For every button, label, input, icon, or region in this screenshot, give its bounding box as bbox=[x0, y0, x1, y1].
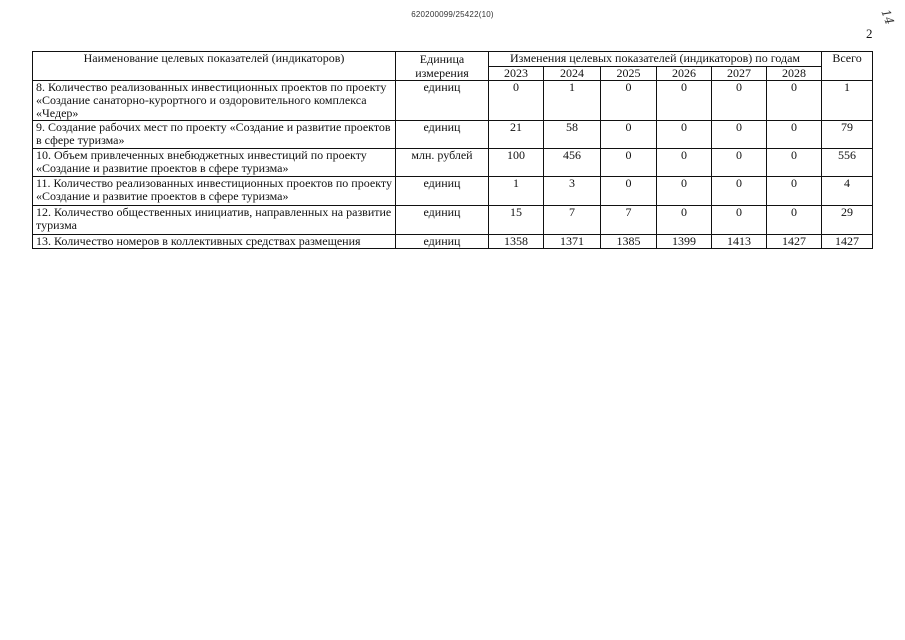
indicator-name: 13. Количество номеров в коллективных средствах размещения bbox=[33, 235, 396, 249]
year-value: 0 bbox=[601, 121, 657, 149]
year-value: 1 bbox=[544, 81, 601, 121]
year-value: 1371 bbox=[544, 235, 601, 249]
table-row bbox=[33, 235, 873, 249]
indicator-name: 10. Объем привлеченных внебюджетных инвестиций по проекту «Создание и развитие проектов в сфере туризма» bbox=[33, 149, 396, 177]
year-value: 0 bbox=[712, 177, 767, 206]
year-value: 0 bbox=[657, 177, 712, 206]
total-value: 79 bbox=[822, 121, 873, 149]
table-row bbox=[33, 81, 873, 121]
year-value: 58 bbox=[544, 121, 601, 149]
year-value: 0 bbox=[657, 81, 712, 121]
header-year: 2025 bbox=[601, 67, 657, 81]
indicator-name: 8. Количество реализованных инвестиционных проектов по проекту «Создание санаторно-курортного и оздоровительного комплекса «Чедер» bbox=[33, 81, 396, 121]
year-value: 1399 bbox=[657, 235, 712, 249]
indicator-name: 9. Создание рабочих мест по проекту «Создание и развитие проектов в сфере туризма» bbox=[33, 121, 396, 149]
year-value: 0 bbox=[489, 81, 544, 121]
year-value: 0 bbox=[712, 121, 767, 149]
table-row bbox=[33, 149, 873, 177]
header-year: 2023 bbox=[489, 67, 544, 81]
year-value: 0 bbox=[657, 206, 712, 235]
year-value: 1 bbox=[489, 177, 544, 206]
handwritten-page-mark: 14 bbox=[878, 7, 897, 27]
header-year: 2024 bbox=[544, 67, 601, 81]
indicators-table bbox=[32, 51, 873, 249]
table-row bbox=[33, 206, 873, 235]
indicator-name: 11. Количество реализованных инвестиционных проектов по проекту «Создание и развитие проектов в сфере туризма» bbox=[33, 177, 396, 206]
year-value: 0 bbox=[712, 206, 767, 235]
year-value: 1413 bbox=[712, 235, 767, 249]
header-changes-by-year: Изменения целевых показателей (индикаторов) по годам bbox=[489, 52, 822, 67]
header-total: Всего bbox=[822, 52, 873, 81]
indicator-name: 12. Количество общественных инициатив, направленных на развитие туризма bbox=[33, 206, 396, 235]
year-value: 456 bbox=[544, 149, 601, 177]
table-row bbox=[33, 177, 873, 206]
year-value: 0 bbox=[767, 177, 822, 206]
year-value: 0 bbox=[767, 121, 822, 149]
indicator-unit: единиц bbox=[396, 235, 489, 249]
header-row bbox=[33, 52, 873, 67]
total-value: 556 bbox=[822, 149, 873, 177]
document-code: 620200099/25422(10) bbox=[411, 10, 494, 19]
indicator-unit: единиц bbox=[396, 206, 489, 235]
total-value: 1 bbox=[822, 81, 873, 121]
header-year: 2026 bbox=[657, 67, 712, 81]
header-year: 2027 bbox=[712, 67, 767, 81]
page-number: 2 bbox=[866, 26, 873, 41]
total-value: 1427 bbox=[822, 235, 873, 249]
indicator-unit: единиц bbox=[396, 121, 489, 149]
year-value: 1427 bbox=[767, 235, 822, 249]
table-row bbox=[33, 121, 873, 149]
year-value: 0 bbox=[657, 121, 712, 149]
year-value: 100 bbox=[489, 149, 544, 177]
year-value: 7 bbox=[544, 206, 601, 235]
year-value: 15 bbox=[489, 206, 544, 235]
total-value: 29 bbox=[822, 206, 873, 235]
year-value: 0 bbox=[601, 149, 657, 177]
year-value: 0 bbox=[767, 206, 822, 235]
year-value: 0 bbox=[712, 81, 767, 121]
year-value: 1385 bbox=[601, 235, 657, 249]
total-value: 4 bbox=[822, 177, 873, 206]
header-unit: Единица измерения bbox=[396, 52, 489, 81]
header-year: 2028 bbox=[767, 67, 822, 81]
year-value: 0 bbox=[601, 81, 657, 121]
indicator-unit: млн. рублей bbox=[396, 149, 489, 177]
header-name: Наименование целевых показателей (индикаторов) bbox=[33, 52, 396, 81]
year-value: 0 bbox=[767, 149, 822, 177]
year-value: 3 bbox=[544, 177, 601, 206]
year-value: 0 bbox=[767, 81, 822, 121]
indicator-unit: единиц bbox=[396, 177, 489, 206]
year-value: 7 bbox=[601, 206, 657, 235]
year-value: 21 bbox=[489, 121, 544, 149]
indicator-unit: единиц bbox=[396, 81, 489, 121]
year-value: 0 bbox=[601, 177, 657, 206]
year-value: 1358 bbox=[489, 235, 544, 249]
year-value: 0 bbox=[657, 149, 712, 177]
year-value: 0 bbox=[712, 149, 767, 177]
